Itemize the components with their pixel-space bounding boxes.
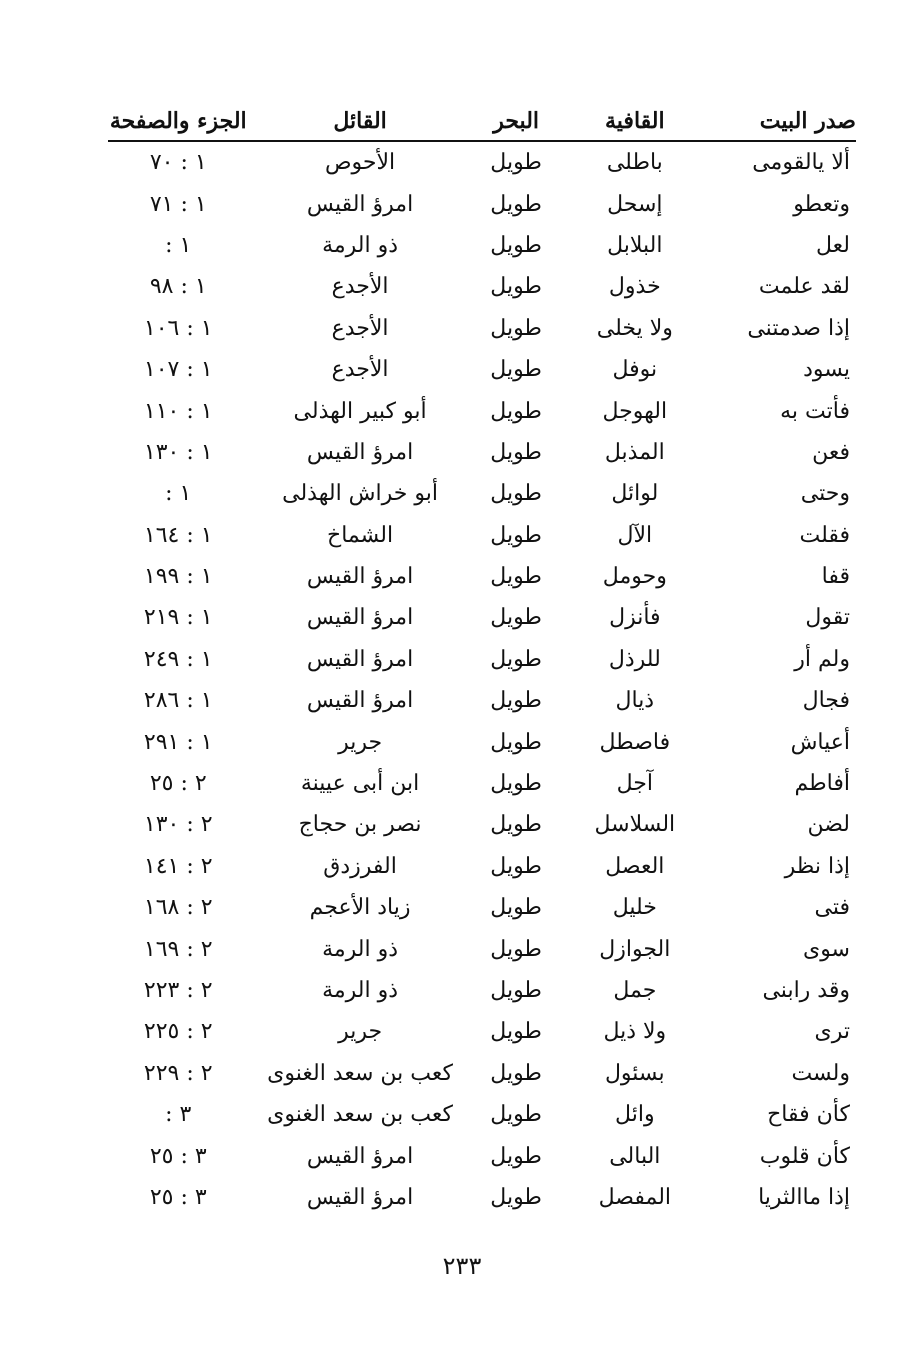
table-row (108, 266, 856, 307)
table-row (108, 763, 856, 804)
volume-page-cell: ٢ : ٢٢٣ (143, 978, 213, 1003)
table-row (108, 721, 856, 762)
rhyme-cell: العصل (605, 853, 665, 879)
table-row (108, 804, 856, 845)
meter-cell: طويل (490, 1019, 542, 1045)
rhyme-cell: وحومل (602, 564, 667, 590)
rhyme-cell: خذول (608, 274, 661, 300)
header-poet: القائل (249, 94, 472, 141)
verse-opening-cell: أعياش (790, 729, 850, 755)
meter-cell: طويل (490, 605, 542, 631)
page-number: ٢٣٣ (442, 1252, 482, 1280)
volume-page-cell: ٣ : (165, 1102, 192, 1128)
poet-cell: كعب بن سعد الغنوى (267, 1102, 453, 1128)
verse-opening-cell: وتعطو (793, 191, 850, 217)
poet-cell: امرؤ القيس (306, 688, 414, 714)
meter-cell: طويل (490, 978, 542, 1003)
meter-cell: طويل (490, 853, 542, 879)
rhyme-cell: آجل (616, 771, 653, 797)
poet-cell: الفرزدق (323, 853, 397, 879)
volume-page-cell: ١ : ٢٩١ (143, 729, 213, 755)
poet-cell: زياد الأعجم (309, 895, 411, 921)
poet-cell: نصر بن حجاج (298, 812, 422, 838)
verse-opening-cell: ألا يالقومى (752, 150, 850, 176)
meter-cell: طويل (490, 564, 542, 590)
verse-opening-cell: ولم أر (794, 646, 850, 672)
verse-opening-cell: وحتى (800, 481, 850, 507)
rhyme-cell: الهوجل (602, 398, 668, 424)
rhyme-cell: الجوازل (599, 936, 671, 962)
table-row (108, 846, 856, 887)
poet-cell: أبو كبير الهذلى (293, 398, 427, 424)
poet-cell: جرير (338, 1019, 383, 1045)
rhyme-cell: فاصطل (599, 729, 671, 755)
volume-page-cell: ٢ : ١٦٨ (143, 895, 213, 921)
verse-opening-cell: تقول (805, 605, 850, 631)
rhyme-cell: خليل (612, 895, 657, 921)
table-row (108, 1094, 856, 1135)
header-meter: البحر (472, 94, 561, 141)
meter-cell: طويل (490, 439, 542, 465)
volume-page-cell: ٣ : ٢٥ (149, 1143, 207, 1169)
verse-index-table (108, 94, 856, 1218)
meter-cell: طويل (490, 646, 542, 672)
rhyme-cell: بسئول (604, 1060, 665, 1086)
table-row (108, 597, 856, 638)
meter-cell: طويل (490, 1102, 542, 1128)
table-row (108, 928, 856, 969)
verse-opening-cell: لعل (816, 232, 850, 258)
rhyme-cell: البلابل (607, 232, 663, 258)
volume-page-cell: ١ : ١٦٤ (143, 522, 213, 548)
rhyme-cell: البالى (609, 1143, 661, 1169)
header-rhyme: القافية (561, 94, 709, 141)
table-row (108, 1011, 856, 1052)
verse-opening-cell: وقد رابنى (762, 978, 850, 1003)
meter-cell: طويل (490, 522, 542, 548)
table-row (108, 473, 856, 514)
poet-cell: ذو الرمة (322, 232, 399, 258)
verse-opening-cell: إذا نظر (784, 853, 850, 879)
meter-cell: طويل (490, 895, 542, 921)
volume-page-cell: ١ : (165, 232, 192, 258)
verse-opening-cell: ولست (791, 1060, 850, 1086)
table-row (108, 639, 856, 680)
volume-page-cell: ١ : ١٠٦ (143, 315, 213, 341)
verse-opening-cell: ترى (814, 1019, 850, 1045)
volume-page-cell: ٢ : ١٤١ (143, 853, 213, 879)
verse-opening-cell: لقد علمت (758, 274, 850, 300)
poet-cell: كعب بن سعد الغنوى (267, 1060, 453, 1086)
meter-cell: طويل (490, 688, 542, 714)
table-row (108, 141, 856, 183)
poet-cell: امرؤ القيس (306, 646, 414, 672)
poet-cell: ذو الرمة (322, 936, 399, 962)
meter-cell: طويل (490, 729, 542, 755)
volume-page-cell: ١ : ٢٨٦ (143, 688, 213, 714)
verse-opening-cell: لضن (807, 812, 850, 838)
meter-cell: طويل (490, 771, 542, 797)
poet-cell: امرؤ القيس (306, 605, 414, 631)
table-row (108, 1135, 856, 1176)
verse-opening-cell: سوى (802, 936, 850, 962)
table-row (108, 887, 856, 928)
verse-opening-cell: فقلت (799, 522, 850, 548)
rhyme-cell: وائل (615, 1102, 655, 1128)
poet-cell: امرؤ القيس (306, 439, 414, 465)
poet-cell: ذو الرمة (322, 978, 399, 1003)
meter-cell: طويل (490, 191, 542, 217)
volume-page-cell: ٢ : ١٣٠ (143, 812, 213, 838)
meter-cell: طويل (490, 232, 542, 258)
volume-page-cell: ١ : ٧١ (149, 191, 207, 217)
meter-cell: طويل (490, 150, 542, 176)
poet-cell: جرير (338, 729, 383, 755)
header-verse-opening: صدر البيت (709, 94, 856, 141)
rhyme-cell: ولا ذيل (603, 1019, 667, 1045)
rhyme-cell: للرذل (608, 646, 661, 672)
meter-cell: طويل (490, 812, 542, 838)
rhyme-cell: السلاسل (594, 812, 676, 838)
poet-cell: امرؤ القيس (306, 564, 414, 590)
volume-page-cell: ١ : ٢١٩ (143, 605, 213, 631)
rhyme-cell: لوائل (611, 481, 659, 507)
poet-cell: الأجدع (331, 315, 389, 341)
verse-opening-cell: فأتت به (780, 398, 850, 424)
volume-page-cell: ١ : ٢٤٩ (143, 646, 213, 672)
volume-page-cell: ١ : ١١٠ (143, 398, 213, 424)
meter-cell: طويل (490, 274, 542, 300)
table-row (108, 349, 856, 390)
volume-page-cell: ٢ : ٢٥ (149, 771, 207, 797)
verse-opening-cell: فتى (814, 895, 850, 921)
table-row (108, 432, 856, 473)
table-row (108, 183, 856, 224)
meter-cell: طويل (490, 1143, 542, 1169)
poet-cell: ابن أبى عيينة (300, 771, 420, 797)
table-row (108, 1177, 856, 1218)
volume-page-cell: ١ : ١٩٩ (143, 564, 213, 590)
verse-opening-cell: كأن فقاح (767, 1102, 850, 1128)
verse-opening-cell: فجال (802, 688, 850, 714)
rhyme-cell: نوفل (612, 357, 658, 383)
verse-opening-cell: قفا (821, 564, 850, 590)
meter-cell: طويل (490, 357, 542, 383)
header-volume-page: الجزء والصفحة (108, 94, 249, 141)
volume-page-cell: ١ : (165, 481, 192, 507)
poet-cell: الأجدع (331, 357, 389, 383)
meter-cell: طويل (490, 1060, 542, 1086)
poet-cell: امرؤ القيس (306, 191, 414, 217)
volume-page-cell: ٣ : ٢٥ (149, 1184, 207, 1210)
meter-cell: طويل (490, 1184, 542, 1210)
header-row (108, 94, 856, 141)
volume-page-cell: ١ : ١٣٠ (143, 439, 213, 465)
volume-page-cell: ١ : ٩٨ (149, 274, 207, 300)
verse-opening-cell: يسود (803, 357, 850, 383)
verse-opening-cell: إذا ماالثريا (758, 1184, 850, 1210)
meter-cell: طويل (490, 398, 542, 424)
poet-cell: أبو خراش الهذلى (282, 481, 438, 507)
poet-cell: الأجدع (331, 274, 389, 300)
verse-opening-cell: إذا صدمتنى (747, 315, 850, 341)
table-row (108, 308, 856, 349)
rhyme-cell: ولا يخلى (596, 315, 673, 341)
table-row (108, 1053, 856, 1094)
volume-page-cell: ٢ : ١٦٩ (143, 936, 213, 962)
table-body (108, 141, 856, 1218)
table-row (108, 556, 856, 597)
rhyme-cell: الآل (617, 522, 653, 548)
poet-cell: امرؤ القيس (306, 1143, 414, 1169)
verse-opening-cell: فعن (812, 439, 850, 465)
meter-cell: طويل (490, 315, 542, 341)
volume-page-cell: ١ : ١٠٧ (143, 357, 213, 383)
rhyme-cell: ذيال (615, 688, 655, 714)
poet-cell: الشماخ (327, 522, 394, 548)
table-row (108, 680, 856, 721)
table-row (108, 515, 856, 556)
rhyme-cell: جمل (613, 978, 657, 1003)
table-row (108, 390, 856, 431)
rhyme-cell: باطلى (606, 150, 663, 176)
verse-opening-cell: أفاطم (794, 771, 850, 797)
poet-cell: الأحوص (324, 150, 396, 176)
poet-cell: امرؤ القيس (306, 1184, 414, 1210)
meter-cell: طويل (490, 481, 542, 507)
rhyme-cell: إسحل (607, 191, 663, 217)
meter-cell: طويل (490, 936, 542, 962)
volume-page-cell: ٢ : ٢٢٩ (143, 1060, 213, 1086)
verse-opening-cell: كأن قلوب (759, 1143, 850, 1169)
rhyme-cell: فأنزل (609, 605, 661, 631)
volume-page-cell: ٢ : ٢٢٥ (143, 1019, 213, 1045)
rhyme-cell: المفصل (598, 1184, 672, 1210)
volume-page-cell: ١ : ٧٠ (149, 150, 207, 176)
rhyme-cell: المذبل (604, 439, 665, 465)
table-row (108, 970, 856, 1011)
table-row (108, 225, 856, 266)
